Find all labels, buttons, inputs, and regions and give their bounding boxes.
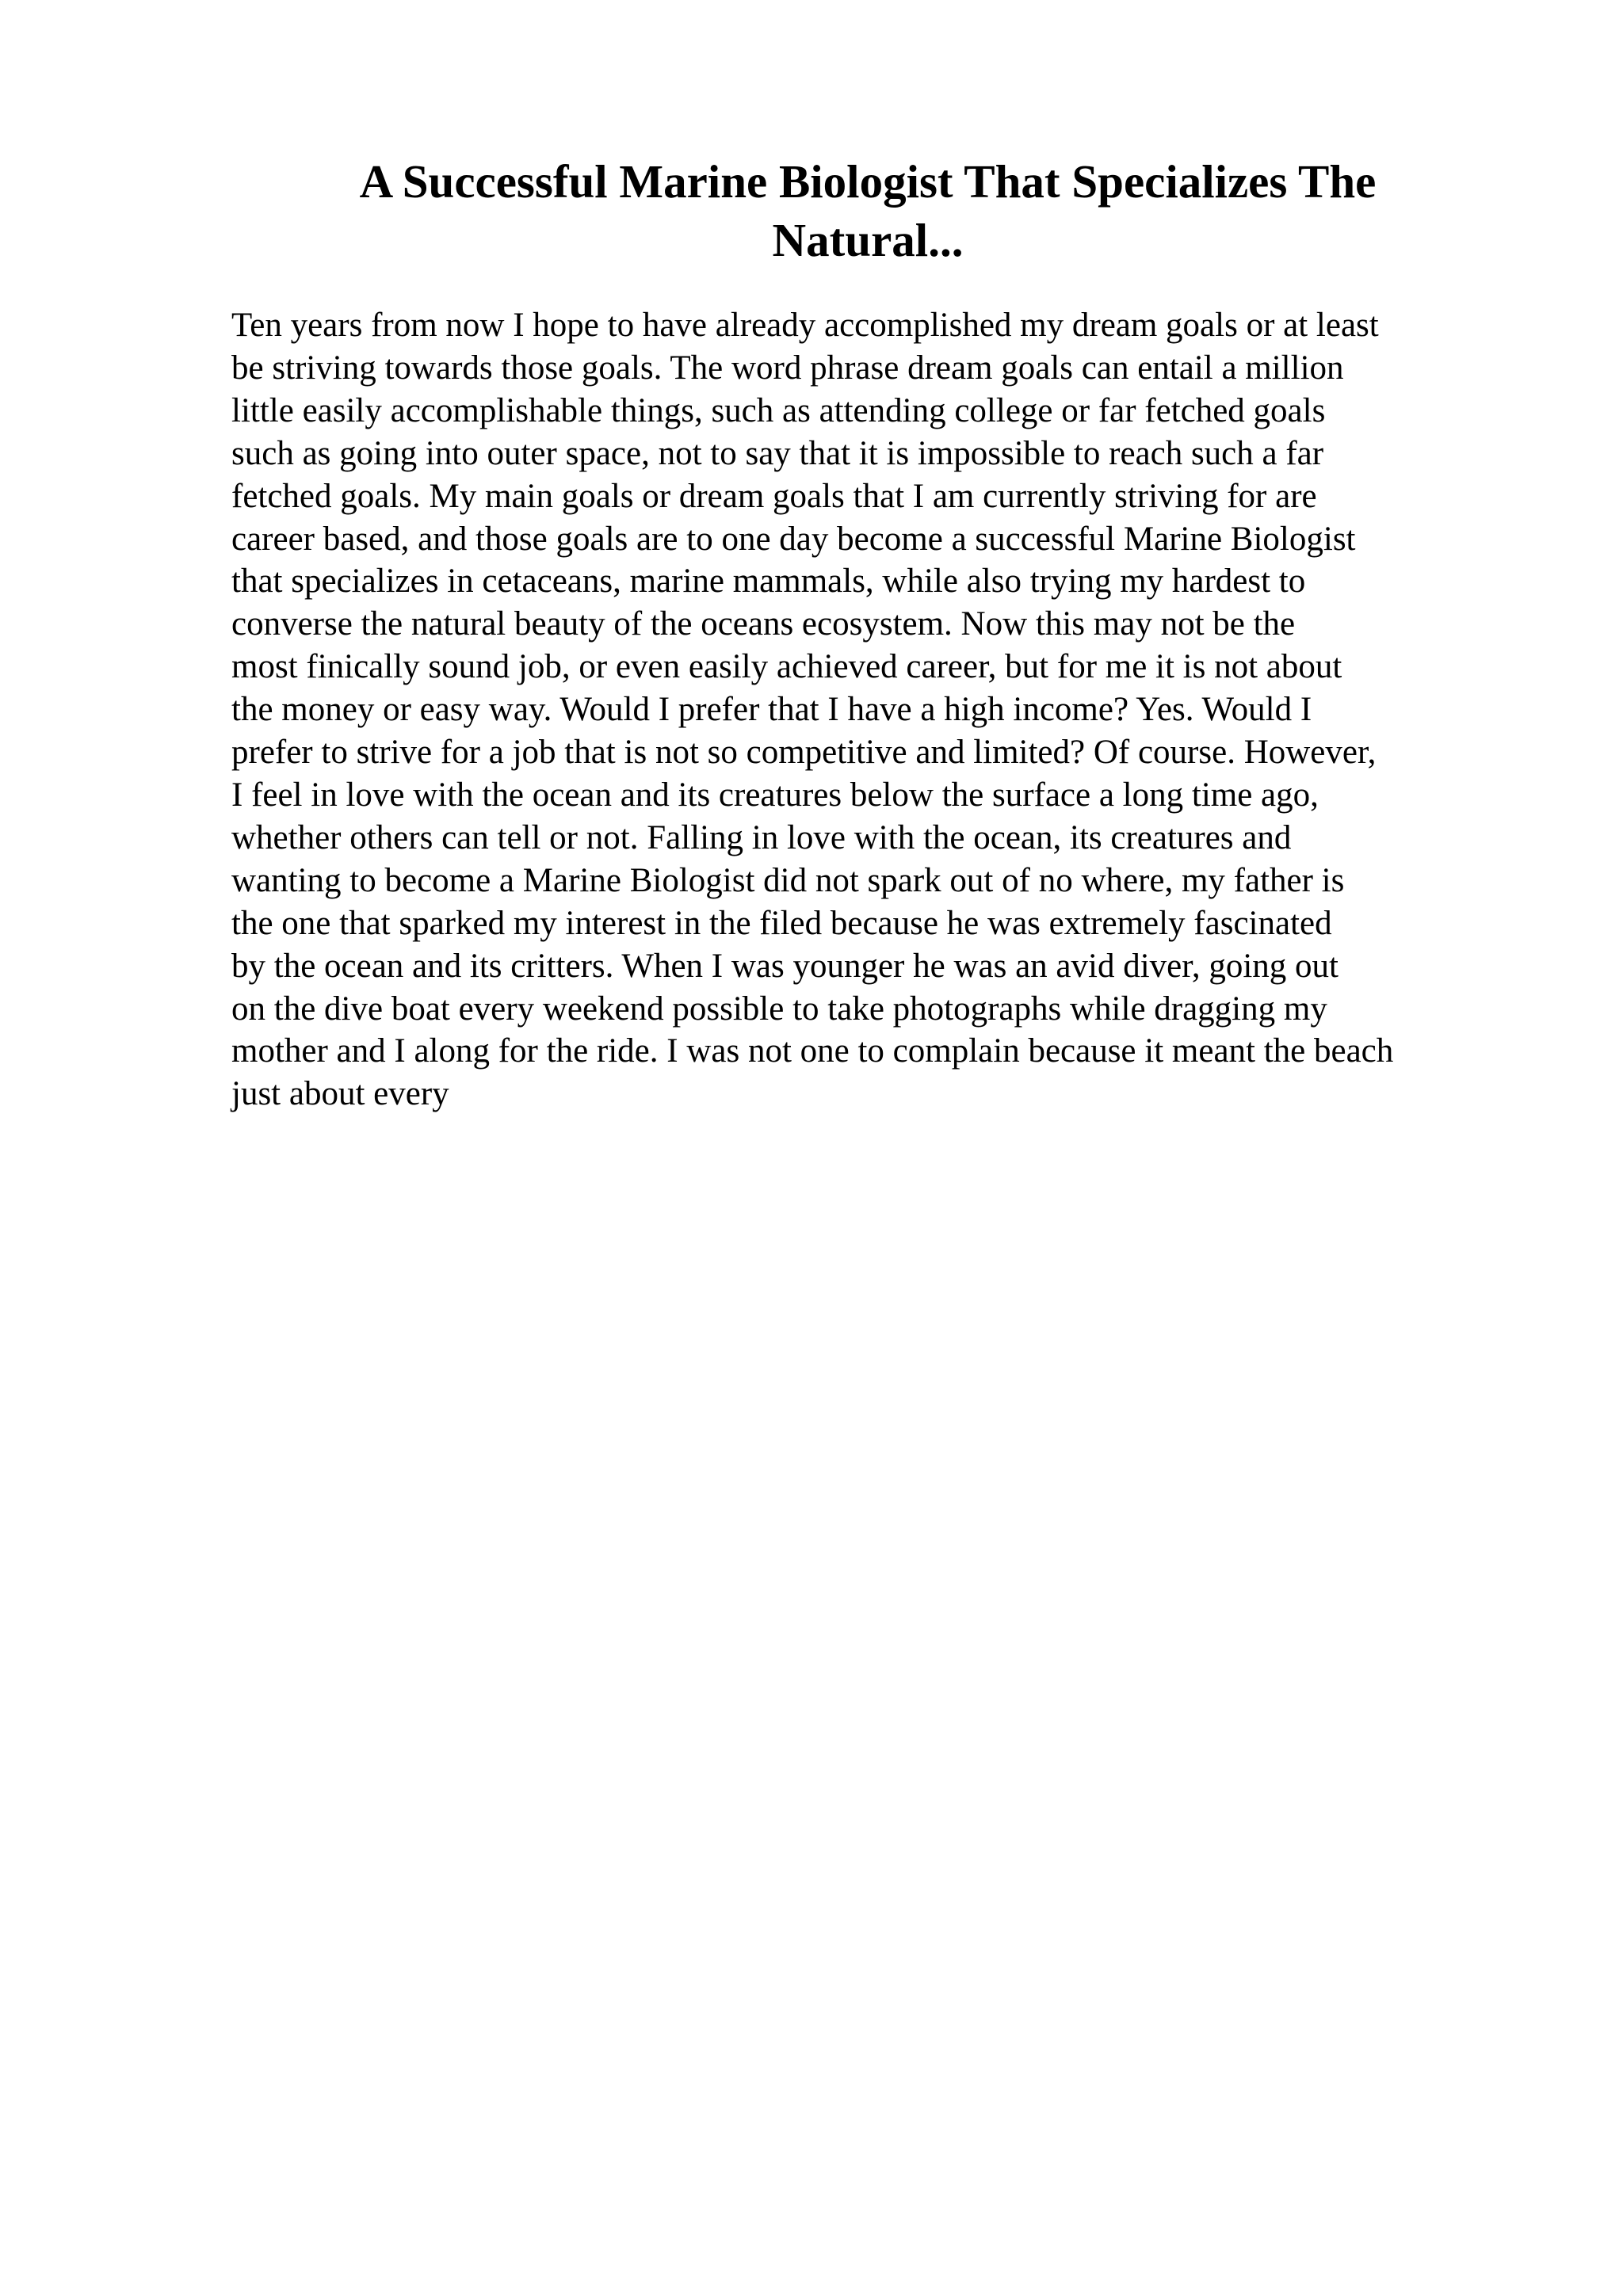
paragraph-line: career based, and those goals are to one day become a successful Marine Biologist — [231, 520, 1356, 558]
document-title — [222, 152, 1514, 269]
paragraph-line: such as going into outer space, not to say that it is impossible to reach such a far — [231, 434, 1324, 472]
title-line: Natural... — [772, 214, 964, 266]
paragraph-line: be striving towards those goals. The word phrase dream goals can entail a million — [231, 349, 1344, 387]
paragraph-line: Ten years from now I hope to have already accomplished my dream goals or at least — [231, 307, 1379, 344]
paragraph-line: by the ocean and its critters. When I was younger he was an avid diver, going out — [231, 947, 1338, 985]
essay-paragraph — [231, 304, 1531, 1116]
title-line: A Successful Marine Biologist That Specializes The — [359, 155, 1377, 208]
paragraph-line: on the dive boat every weekend possible to take photographs while dragging my — [231, 990, 1327, 1028]
paragraph-line: wanting to become a Marine Biologist did not spark out of no where, my father is — [231, 861, 1345, 899]
paragraph-line: mother and I along for the ride. I was not one to complain because it meant the beach — [231, 1032, 1394, 1070]
paragraph-line: most finically sound job, or even easily achieved career, but for me it is not about — [231, 648, 1342, 686]
paragraph-line: that specializes in cetaceans, marine mammals, while also trying my hardest to — [231, 563, 1306, 601]
paragraph-line: prefer to strive for a job that is not so competitive and limited? Of course. However, — [231, 734, 1377, 772]
paragraph-line: converse the natural beauty of the oceans ecosystem. Now this may not be the — [231, 605, 1296, 643]
paragraph-line: fetched goals. My main goals or dream goals that I am currently striving for are — [231, 477, 1317, 515]
paragraph-line: just about every — [231, 1075, 449, 1113]
paragraph-line: I feel in love with the ocean and its creatures below the surface a long time ago, — [231, 776, 1319, 814]
paragraph-line: the money or easy way. Would I prefer that I have a high income? Yes. Would I — [231, 691, 1312, 729]
paragraph-line: little easily accomplishable things, such as attending college or far fetched goals — [231, 391, 1326, 429]
paragraph-line: whether others can tell or not. Falling in love with the ocean, its creatures and — [231, 818, 1292, 856]
paragraph-line: the one that sparked my interest in the filed because he was extremely fascinated — [231, 904, 1332, 942]
